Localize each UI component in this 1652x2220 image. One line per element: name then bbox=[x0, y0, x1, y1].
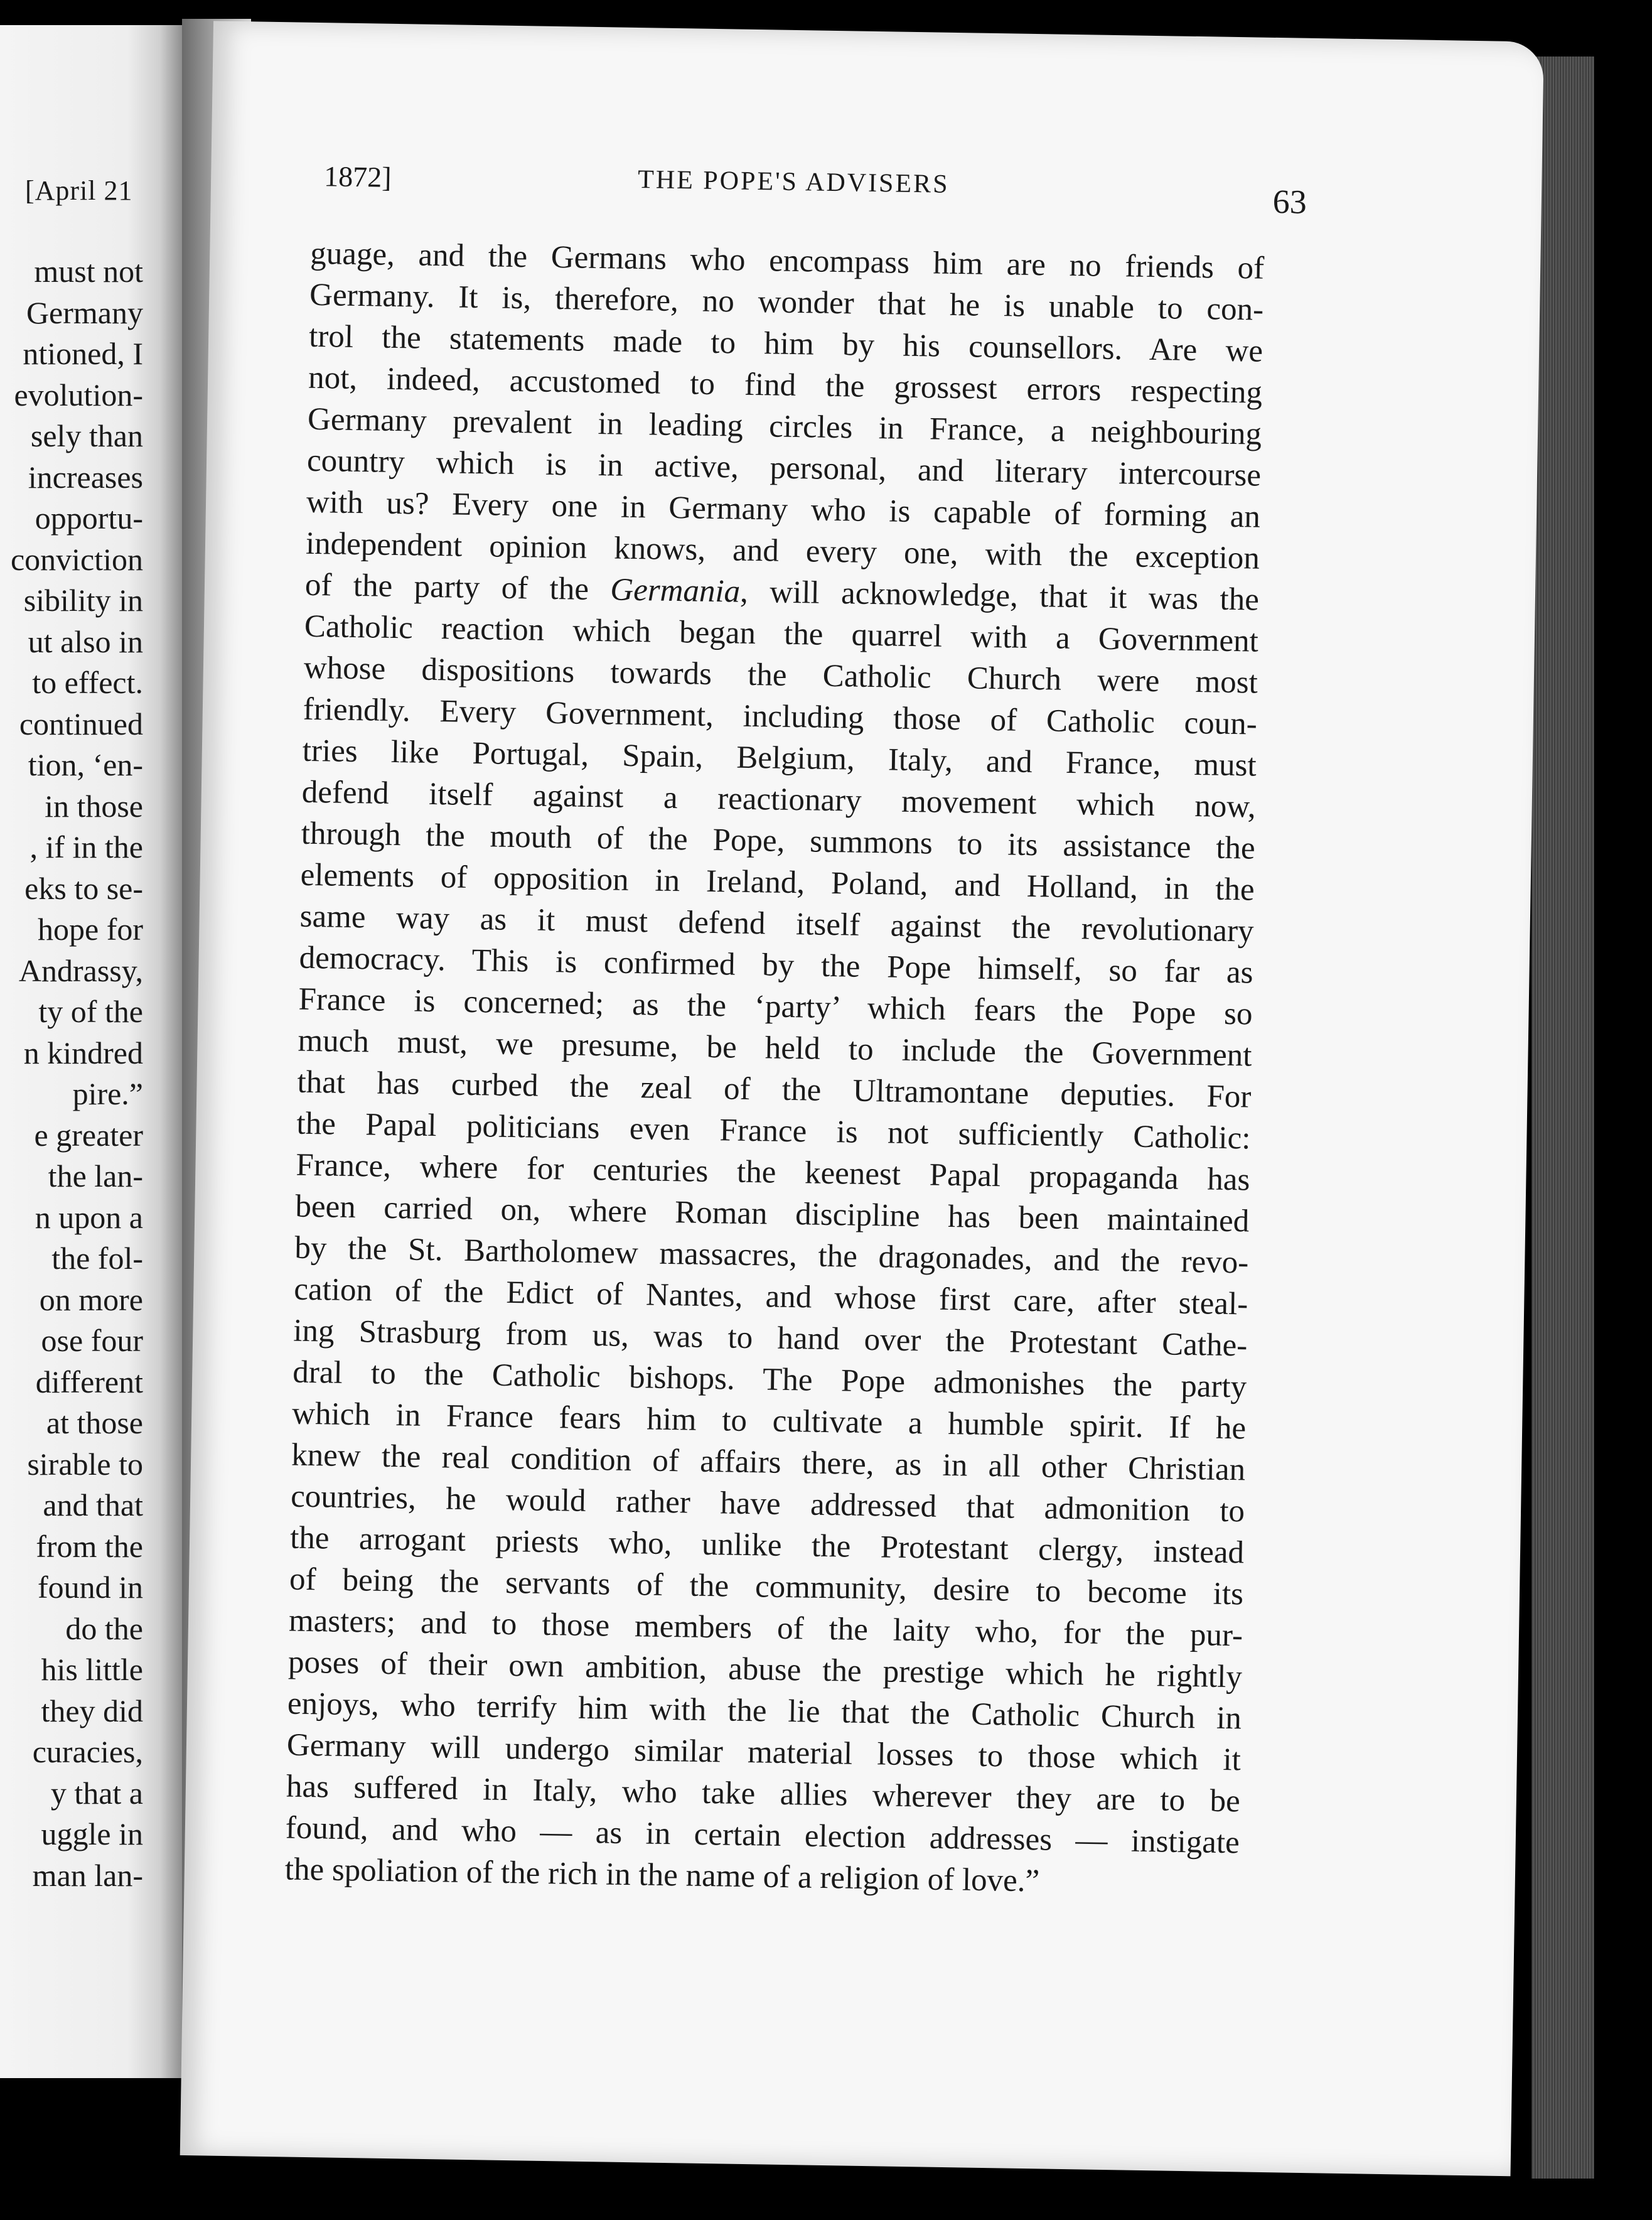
text-line: Germany. It is, therefore, no wonder that he is unable to con- bbox=[309, 277, 1264, 328]
text-line: has suffered in Italy, who take allies wherever they are to be bbox=[286, 1769, 1241, 1819]
text-line: that has curbed the zeal of the Ultramontane deputies. For bbox=[297, 1064, 1252, 1115]
text-line: with us? Every one in Germany who is capable of forming an bbox=[306, 484, 1261, 535]
left-page-line: do the bbox=[65, 1610, 143, 1646]
text-line: Catholic reaction which began the quarrel with a Government bbox=[304, 608, 1259, 659]
left-page-line: found in bbox=[37, 1570, 143, 1605]
left-page-line: Germany bbox=[26, 294, 143, 330]
left-page-line: and that bbox=[43, 1487, 143, 1522]
left-page-line: tion, ‘en- bbox=[28, 747, 143, 782]
left-page-header: [April 21 bbox=[25, 175, 133, 206]
left-page-line: ty of the bbox=[38, 994, 143, 1029]
text-fragment: , will acknowledge, that it was the bbox=[739, 574, 1260, 618]
text-line: Germany will undergo similar material losses to those which it bbox=[286, 1727, 1242, 1778]
left-page-line: ose four bbox=[41, 1323, 143, 1358]
left-page-line: continued bbox=[19, 706, 143, 741]
text-line: been carried on, where Roman discipline has been maintained bbox=[295, 1188, 1250, 1239]
left-page-line: evolution- bbox=[14, 377, 143, 412]
left-page-line: n upon a bbox=[35, 1199, 143, 1235]
body-text bbox=[284, 233, 1264, 1905]
left-page-line: y that a bbox=[50, 1775, 143, 1811]
left-page-line: opportu- bbox=[35, 500, 143, 536]
left-page-line: sely than bbox=[30, 418, 143, 453]
text-line: through the mouth of the Pope, summons to its assistance the bbox=[301, 816, 1256, 866]
text-line: much must, we presume, be held to include the Government bbox=[298, 1023, 1252, 1074]
left-page-line: increases bbox=[28, 459, 143, 495]
text-line: whose dispositions towards the Catholic Church were most bbox=[303, 650, 1258, 701]
left-page-line: Andrassy, bbox=[18, 952, 143, 988]
left-page-line: sirable to bbox=[27, 1446, 143, 1482]
text-line: ing Strasburg from us, was to hand over the Protestant Cathe- bbox=[292, 1313, 1248, 1364]
text-line: knew the real condition of affairs there, as in all other Christian bbox=[291, 1437, 1246, 1488]
text-line: by the St. Bartholomew massacres, the dragonades, and the revo- bbox=[294, 1230, 1249, 1281]
text-line: of being the servants of the community, desire to become its bbox=[289, 1561, 1244, 1612]
left-page-text bbox=[11, 251, 143, 1896]
text-line: which in France fears him to cultivate a humble spirit. If he bbox=[291, 1396, 1247, 1447]
header-year: 1872] bbox=[323, 160, 392, 193]
text-line: democracy. This is confirmed by the Pope himself, so far as bbox=[299, 940, 1253, 991]
text-line: France, where for centuries the keenest Papal propaganda has bbox=[296, 1147, 1250, 1198]
left-page-line: pire.” bbox=[72, 1076, 143, 1111]
running-header bbox=[323, 159, 1454, 221]
left-page-line: eks to se- bbox=[24, 870, 143, 906]
left-page-line: different bbox=[35, 1364, 143, 1399]
left-page-line: sibility in bbox=[23, 583, 143, 618]
italic-title: Germania bbox=[609, 572, 741, 610]
text-line: friendly. Every Government, including those of Catholic coun- bbox=[303, 691, 1258, 742]
left-page-line: ntioned, I bbox=[23, 336, 143, 371]
left-page-line: from the bbox=[36, 1528, 143, 1564]
text-line: enjoys, who terrify him with the lie that the Catholic Church in bbox=[287, 1686, 1242, 1737]
right-page bbox=[180, 21, 1544, 2176]
left-page-line: conviction bbox=[10, 541, 143, 577]
text-line: found, and who — as in certain election addresses — instigate bbox=[285, 1810, 1240, 1861]
text-line: not, indeed, accustomed to find the grossest errors respecting bbox=[308, 360, 1263, 411]
text-line: cation of the Edict of Nantes, and whose first care, after steal- bbox=[293, 1271, 1248, 1322]
left-page-line: they did bbox=[41, 1693, 143, 1728]
text-line: independent opinion knows, and every one, with the exception bbox=[305, 525, 1260, 576]
left-page-line: the fol- bbox=[51, 1241, 143, 1276]
text-line: tries like Portugal, Spain, Belgium, Italy, and France, must bbox=[302, 733, 1257, 784]
page-number: 63 bbox=[1272, 182, 1307, 221]
left-page-line: to effect. bbox=[32, 665, 143, 700]
text-fragment: of the party of the bbox=[304, 567, 611, 608]
text-line: the arrogant priests who, unlike the Protestant clergy, instead bbox=[289, 1520, 1245, 1571]
text-line: guage, and the Germans who encompass him are no friends of bbox=[309, 235, 1265, 286]
header-title: THE POPE'S ADVISERS bbox=[637, 165, 950, 199]
text-line: poses of their own ambition, abuse the prestige which he rightly bbox=[287, 1644, 1243, 1695]
left-page-line: at those bbox=[46, 1405, 143, 1440]
left-page-line: his little bbox=[41, 1652, 143, 1687]
left-page-line: hope for bbox=[38, 912, 143, 947]
left-page-line: curacies, bbox=[32, 1734, 143, 1769]
left-page-line: uggle in bbox=[41, 1816, 143, 1851]
text-line: countries, he would rather have addressed that admonition to bbox=[290, 1479, 1245, 1529]
left-page-line: man lan- bbox=[32, 1857, 143, 1893]
left-page-line: the lan- bbox=[48, 1158, 143, 1194]
text-line: elements of opposition in Ireland, Poland, and Holland, in the bbox=[300, 857, 1255, 908]
text-line: defend itself against a reactionary movement which now, bbox=[301, 774, 1257, 825]
left-page-line: in those bbox=[45, 788, 143, 824]
left-page-line: , if in the bbox=[30, 829, 143, 865]
page-edges bbox=[1531, 57, 1594, 2179]
text-line: the spoliation of the rich in the name of a religion of love.” bbox=[284, 1851, 1040, 1899]
text-line: dral to the Catholic bishops. The Pope admonishes the party bbox=[292, 1354, 1247, 1405]
left-page-line: must not bbox=[34, 254, 143, 289]
text-line: France is concerned; as the ‘party’ which fears the Pope so bbox=[298, 981, 1253, 1032]
text-line: same way as it must defend itself against the revolutionary bbox=[299, 898, 1254, 949]
text-line: the Papal politicians even France is not sufficiently Catholic: bbox=[296, 1106, 1251, 1156]
left-page bbox=[0, 25, 182, 2078]
left-page-line: ut also in bbox=[28, 623, 143, 659]
text-line: Germany prevalent in leading circles in France, a neighbouring bbox=[307, 401, 1262, 452]
left-page-line: n kindred bbox=[23, 1035, 143, 1070]
text-line: masters; and to those members of the laity who, for the pur- bbox=[288, 1603, 1243, 1654]
left-page-line: on more bbox=[39, 1281, 143, 1317]
left-page-line: e greater bbox=[34, 1117, 143, 1153]
text-line: trol the statements made to him by his counsellors. Are we bbox=[308, 318, 1263, 369]
text-line: country which is in active, personal, and literary intercourse bbox=[306, 443, 1262, 493]
